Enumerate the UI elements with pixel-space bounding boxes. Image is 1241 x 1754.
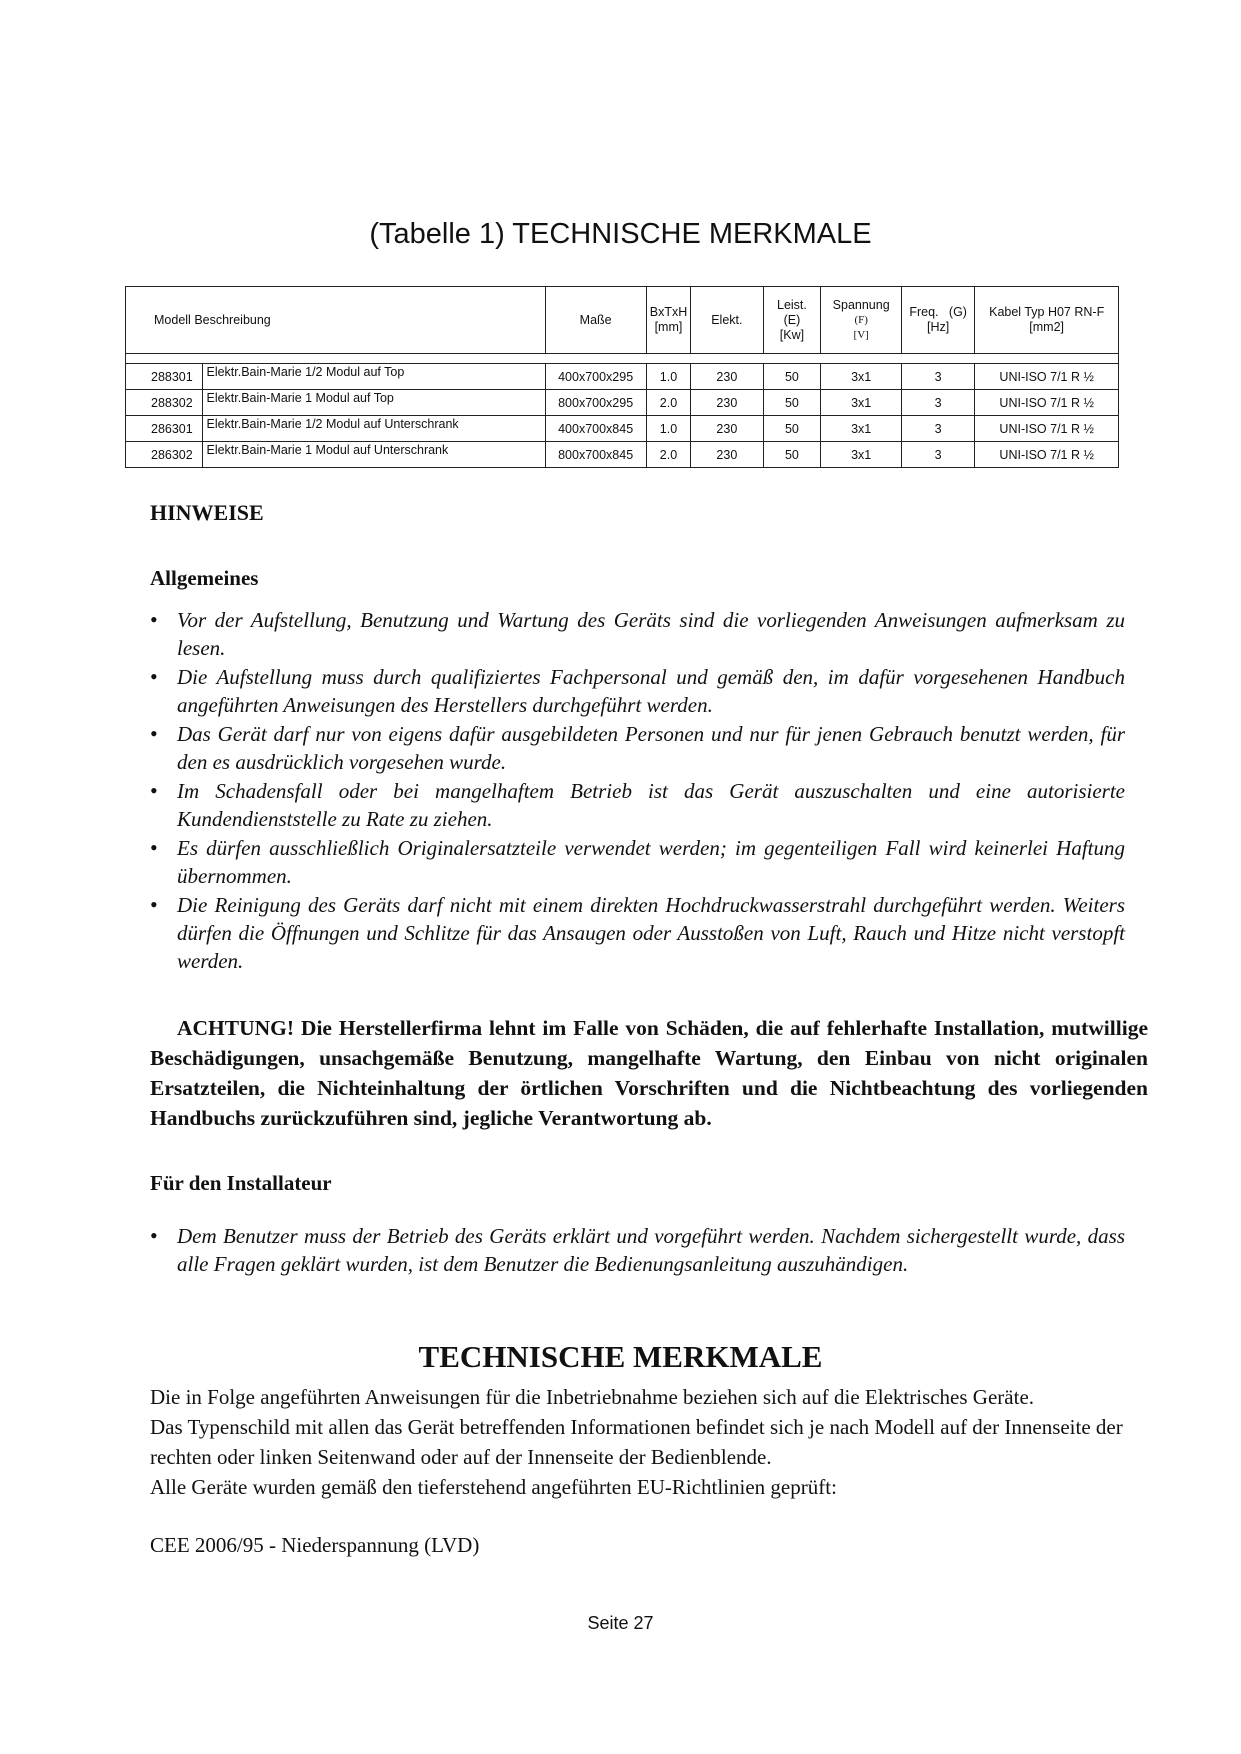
cell-modell: 286301 — [126, 416, 203, 442]
table-row — [126, 416, 1119, 442]
header-bxtxh: BxTxH [mm] — [646, 287, 690, 354]
spec-table — [125, 286, 1119, 468]
header-spannung-label: Spannung — [832, 297, 890, 312]
list-item: • Im Schadensfall oder bei mangelhaftem Betrieb ist das Gerät auszuschalten und eine autorisierte Kundendienststelle zu Rate zu ziehen. — [150, 777, 1125, 833]
list-item: • Das Gerät darf nur von eigens dafür ausgebildeten Personen und nur für jenen Gebrauch benutzt werden, für den es ausdrücklich vorgesehen wurde. — [150, 720, 1125, 776]
cell-masse: 400x700x845 — [545, 416, 646, 442]
installateur-list — [150, 1222, 1125, 1279]
cell-beschreibung: Elektr.Bain-Marie 1/2 Modul auf Top — [203, 364, 545, 390]
cell-kabel: UNI-ISO 7/1 R ½ — [975, 416, 1119, 442]
cell-masse: 800x700x845 — [545, 442, 646, 468]
cell-bxtxh: 1.0 — [646, 364, 690, 390]
paragraph-line: Das Typenschild mit allen das Gerät betreffenden Informationen befindet sich je nach Modell auf der Innenseite der rechten oder linken Seitenwand oder auf der Innenseite der Bedienblende. — [150, 1415, 1123, 1469]
cell-masse: 400x700x295 — [545, 364, 646, 390]
hinweise-heading: HINWEISE — [150, 500, 264, 525]
header-elekt: Elekt. — [691, 287, 763, 354]
allgemeines-list — [150, 606, 1125, 976]
paragraph-line: Die in Folge angeführten Anweisungen für die Inbetriebnahme beziehen sich auf die Elektrisches Geräte. — [150, 1385, 1035, 1409]
cell-masse: 800x700x295 — [545, 390, 646, 416]
cell-kabel: UNI-ISO 7/1 R ½ — [975, 390, 1119, 416]
cell-bxtxh: 1.0 — [646, 416, 690, 442]
table-row — [126, 364, 1119, 390]
cell-spannung: 3x1 — [821, 364, 902, 390]
list-item: • Vor der Aufstellung, Benutzung und Wartung des Geräts sind die vorliegenden Anweisungen aufmerksam zu lesen. — [150, 606, 1125, 662]
cell-bxtxh: 2.0 — [646, 442, 690, 468]
cell-beschreibung: Elektr.Bain-Marie 1 Modul auf Unterschrank — [203, 442, 545, 468]
header-spannung — [821, 287, 902, 354]
header-kabel: Kabel Typ H07 RN-F [mm2] — [975, 287, 1119, 354]
allgemeines-heading: Allgemeines — [150, 566, 259, 590]
cell-modell: 288302 — [126, 390, 203, 416]
page-number: Seite 27 — [587, 1613, 654, 1633]
cell-leist: 50 — [763, 364, 821, 390]
list-item: • Es dürfen ausschließlich Originalersatzteile verwendet werden; im gegenteiligen Fall wird keinerlei Haftung übernommen. — [150, 834, 1125, 890]
header-freq: Freq. (G) [Hz] — [901, 287, 974, 354]
cell-freq: 3 — [901, 442, 974, 468]
table-title: (Tabelle 1) TECHNISCHE MERKMALE — [369, 218, 872, 250]
cell-elekt: 230 — [691, 442, 763, 468]
cell-beschreibung: Elektr.Bain-Marie 1/2 Modul auf Unterschrank — [203, 416, 545, 442]
table-row — [126, 390, 1119, 416]
cell-spannung: 3x1 — [821, 442, 902, 468]
cell-bxtxh: 2.0 — [646, 390, 690, 416]
header-modell-beschreibung — [126, 287, 546, 354]
header-beschreibung: Beschreibung — [194, 312, 271, 327]
list-item: • Die Aufstellung muss durch qualifiziertes Fachpersonal und gemäß den, im dafür vorgesehenen Handbuch angeführten Anweisungen des Herstellers durchgeführt werden. — [150, 663, 1125, 719]
technische-merkmale-paragraph — [150, 1382, 1150, 1502]
table-gap — [126, 354, 1119, 364]
warning-paragraph: ACHTUNG! Die Herstellerfirma lehnt im Falle von Schäden, die auf fehlerhafte Installation, mutwillige Beschädigungen, unsachgemäße Benutzung, mangelhafte Wartung, den Einbau von nicht originalen Ersatzteilen, die Nichteinhaltung der örtlichen Vorschriften und die Nichtbeachtung des vorliegenden Handbuchs zurückzuführen sind, jegliche Verantwortung ab. — [150, 1016, 1148, 1130]
installateur-heading: Für den Installateur — [150, 1171, 332, 1195]
cell-freq: 3 — [901, 364, 974, 390]
header-spannung-code: (F) — [854, 313, 868, 326]
table-gap-row — [126, 354, 1119, 364]
directive-line: CEE 2006/95 - Niederspannung (LVD) — [150, 1533, 480, 1557]
cell-elekt: 230 — [691, 416, 763, 442]
table-header-row — [126, 287, 1119, 354]
cell-leist: 50 — [763, 416, 821, 442]
cell-elekt: 230 — [691, 390, 763, 416]
cell-leist: 50 — [763, 442, 821, 468]
cell-spannung: 3x1 — [821, 416, 902, 442]
cell-kabel: UNI-ISO 7/1 R ½ — [975, 364, 1119, 390]
cell-spannung: 3x1 — [821, 390, 902, 416]
header-leist: Leist. (E) [Kw] — [763, 287, 821, 354]
cell-modell: 288301 — [126, 364, 203, 390]
cell-kabel: UNI-ISO 7/1 R ½ — [975, 442, 1119, 468]
cell-freq: 3 — [901, 390, 974, 416]
technische-merkmale-heading: TECHNISCHE MERKMALE — [418, 1339, 823, 1374]
cell-elekt: 230 — [691, 364, 763, 390]
header-spannung-unit: [V] — [853, 328, 869, 341]
list-item: • Dem Benutzer muss der Betrieb des Geräts erklärt und vorgeführt werden. Nachdem sichergestellt wurde, dass alle Fragen geklärt wurden, ist dem Benutzer die Bedienungsanleitung auszuhändigen. — [150, 1222, 1125, 1278]
cell-beschreibung: Elektr.Bain-Marie 1 Modul auf Top — [203, 390, 545, 416]
paragraph-line: Alle Geräte wurden gemäß den tieferstehend angeführten EU-Richtlinien geprüft: — [150, 1475, 837, 1499]
header-modell: Modell — [154, 312, 191, 327]
cell-modell: 286302 — [126, 442, 203, 468]
table-row — [126, 442, 1119, 468]
cell-freq: 3 — [901, 416, 974, 442]
header-masse: Maße — [545, 287, 646, 354]
list-item: • Die Reinigung des Geräts darf nicht mit einem direkten Hochdruckwasserstrahl durchgeführt werden. Weiters dürfen die Öffnungen und Schlitze für das Ansaugen oder Ausstoßen von Luft, Rauch und Hitze nicht verstopft werden. — [150, 891, 1125, 975]
cell-leist: 50 — [763, 390, 821, 416]
